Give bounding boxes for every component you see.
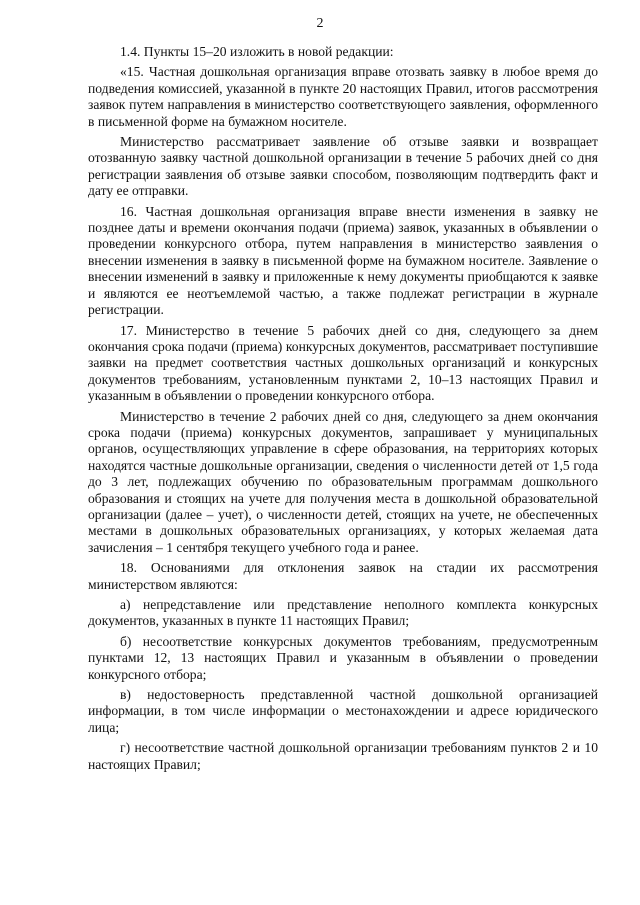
paragraph-16: 16. Частная дошкольная организация вправе внести изменения в заявку не позднее даты и времени окончания подачи (приема) заявок, указанных в объявлении о проведении конкурсного отбора, путем направления в министерство заявления о внесении изменения в заявку в письменной форме на бумажном носителе. Заявление о внесении изменений в заявку и приложенные к нему документы приобщаются к заявке и являются ее неотъемлемой частью, а также подлежат регистрации в журнале регистрации. [88, 203, 598, 318]
paragraph-15: «15. Частная дошкольная организация вправе отозвать заявку в любое время до подведения комиссией, указанной в пункте 20 настоящих Правил, итогов рассмотрения заявок путем направления в министерство соответствующего заявления, оформленного в письменной форме на бумажном носителе. [88, 64, 598, 129]
list-item-a: а) непредставление или представление неполного комплекта конкурсных документов, указанных в пункте 11 настоящих Правил; [88, 597, 598, 629]
list-item-b: б) несоответствие конкурсных документов требованиям, предусмотренным пунктами 12, 13 настоящих Правил и указанным в объявлении о проведении конкурсного отбора; [88, 633, 598, 682]
paragraph-18: 18. Основаниями для отклонения заявок на стадии их рассмотрения министерством являются: [88, 560, 598, 592]
paragraph-amendment-intro: 1.4. Пункты 15–20 изложить в новой редакции: [120, 44, 394, 59]
document-body [88, 44, 598, 777]
paragraph-17-continued: Министерство в течение 2 рабочих дней со дня, следующего за днем окончания срока подачи (приема) конкурсных документов, запрашивает у муниципальных органов, осуществляющих управление в сфере образования, на территориях которых находятся частные дошкольные организации, сведения о численности детей от 1,5 года до 3 лет, подлежащих обучению по образовательным программам дошкольного образования и стоящих на учете для получения места в дошкольной образовательной организации (далее – учет), о численности детей, стоящих на учете, не обеспеченных местами в дошкольных образовательных организациях, у которых желаемая дата зачисления – 1 сентября текущего учебного года и ранее. [88, 408, 598, 555]
list-item-v: в) недостоверность представленной частной дошкольной организацией информации, в том числе информации о местонахождении и адресе юридического лица; [88, 687, 598, 735]
paragraph-15-continued: Министерство рассматривает заявление об отзыве заявки и возвращает отозванную заявку частной дошкольной организации в течение 5 рабочих дней со дня регистрации заявления об отзыве заявки способом, позволяющим подтвердить факт и дату ее отправки. [88, 134, 598, 199]
list-item-g: г) несоответствие частной дошкольной организации требованиям пунктов 2 и 10 настоящих Правил; [88, 740, 598, 772]
paragraph-17: 17. Министерство в течение 5 рабочих дней со дня, следующего за днем окончания срока подачи (приема) конкурсных документов, рассматривает поступившие заявки на предмет соответствия частных дошкольных организаций и конкурсных документов требованиям, установленным пунктами 2, 10–13 настоящих Правил и указанным в объявлении о проведении конкурсного отбора. [88, 322, 598, 404]
page-number: 2 [316, 16, 324, 31]
